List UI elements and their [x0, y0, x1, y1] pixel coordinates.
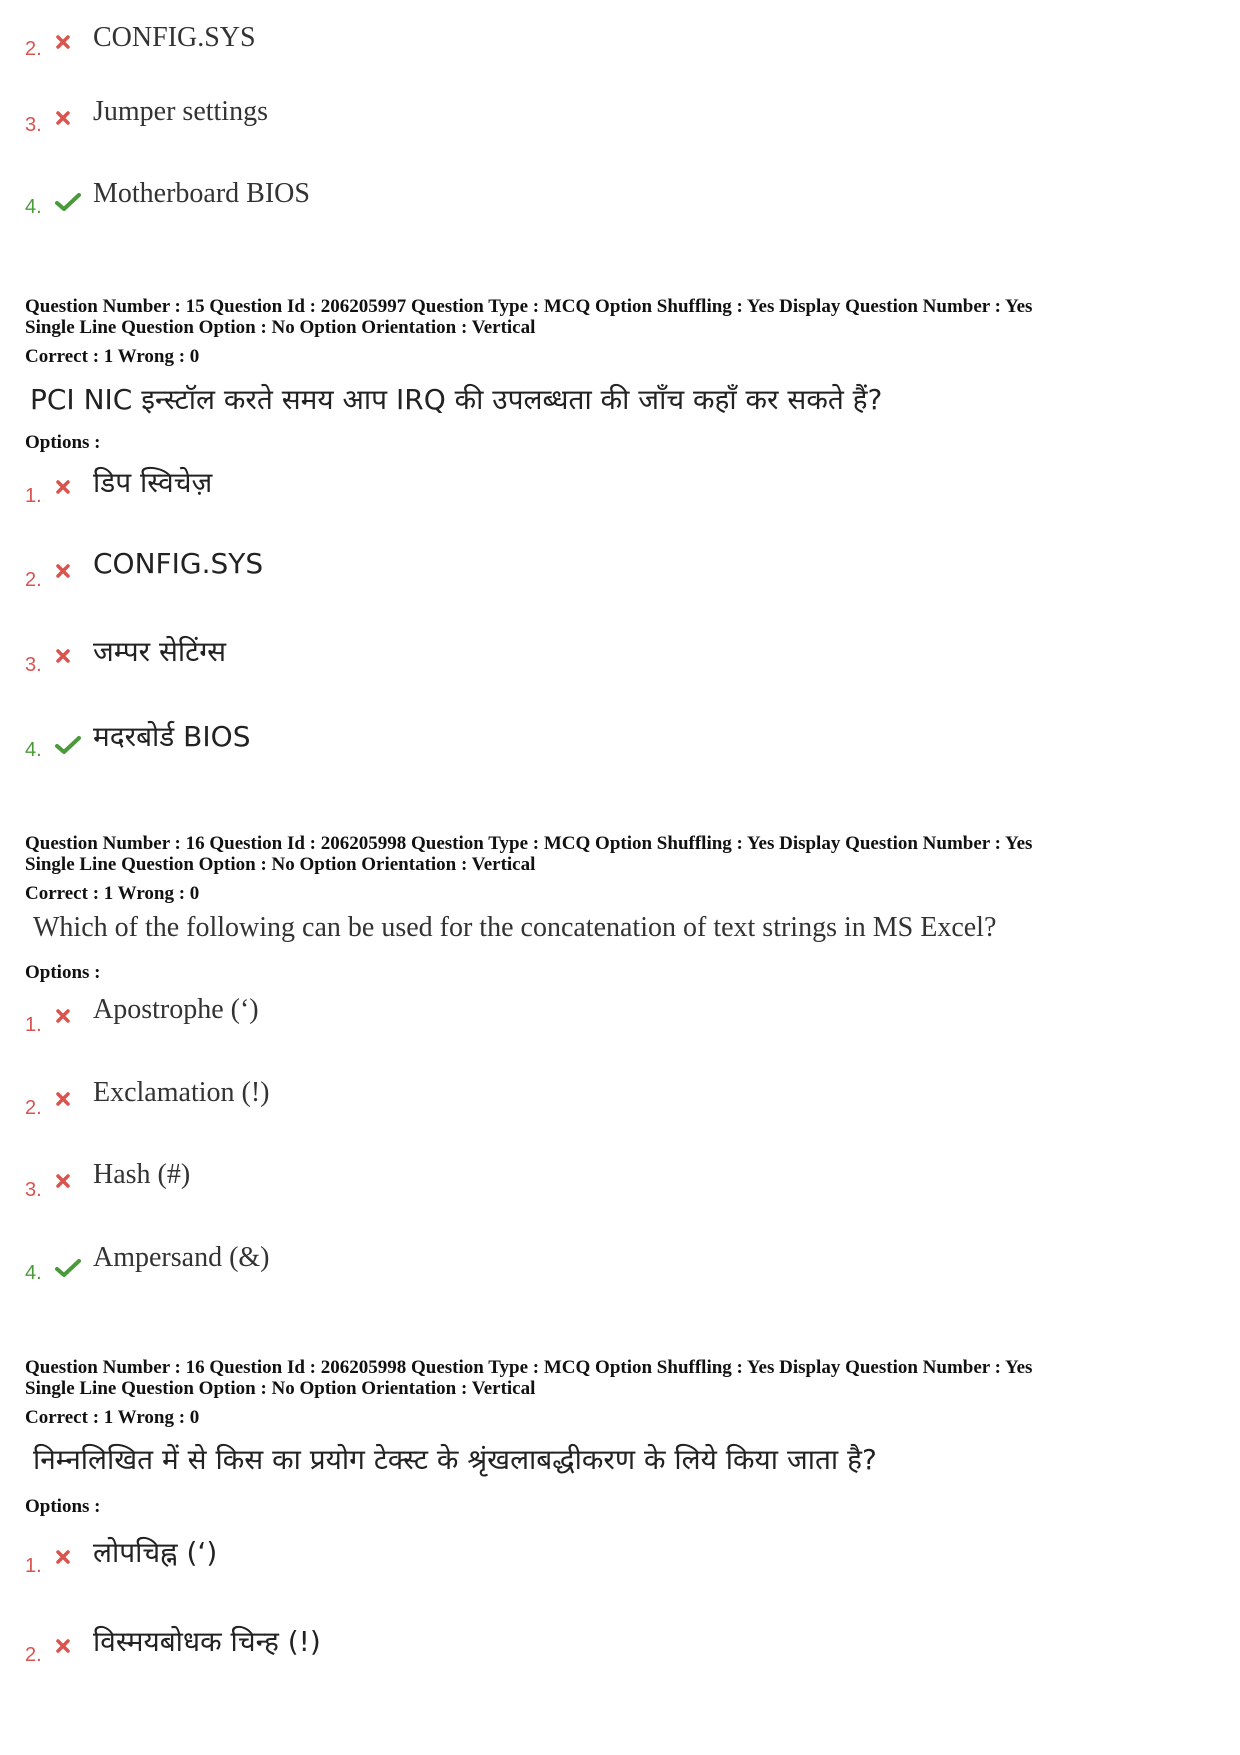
option-text: Jumper settings — [93, 96, 268, 127]
option-text: Ampersand (&) — [93, 1242, 270, 1273]
cross-icon — [55, 34, 71, 55]
marks-line: Correct : 1 Wrong : 0 — [25, 1407, 200, 1428]
option-text: Motherboard BIOS — [93, 178, 310, 209]
cross-icon — [55, 648, 71, 669]
cross-icon — [55, 479, 71, 500]
question-meta — [25, 1357, 1032, 1428]
cross-icon — [55, 1173, 71, 1194]
option-number: 2. — [25, 1644, 42, 1666]
marks-line: Correct : 1 Wrong : 0 — [25, 346, 200, 367]
option-number: 1. — [25, 485, 42, 507]
option-text: जम्पर सेटिंग्स — [93, 635, 227, 668]
option-number: 3. — [25, 114, 42, 136]
marks-line: Correct : 1 Wrong : 0 — [25, 883, 200, 904]
meta-line: Question Number : 16 Question Id : 206205998 Question Type : MCQ Option Shuffling : Yes Display Question Number : Yes — [25, 1357, 1033, 1378]
meta-line: Question Number : 15 Question Id : 206205997 Question Type : MCQ Option Shuffling : Yes Display Question Number : Yes — [25, 296, 1033, 317]
cross-icon — [55, 563, 71, 584]
option-number: 1. — [25, 1014, 42, 1036]
option-number: 2. — [25, 1097, 42, 1119]
option-number: 4. — [25, 196, 42, 218]
check-icon — [55, 192, 81, 217]
meta-line: Single Line Question Option : No Option Orientation : Vertical — [25, 1378, 536, 1399]
option-number: 2. — [25, 569, 42, 591]
question-text: Which of the following can be used for the concatenation of text strings in MS Excel? — [33, 912, 997, 943]
option-text: विस्मयबोधक चिन्ह (!) — [93, 1625, 321, 1658]
option-number: 4. — [25, 739, 42, 761]
option-text: Hash (#) — [93, 1159, 191, 1190]
options-label: Options : — [25, 1496, 101, 1517]
option-text: CONFIG.SYS — [93, 22, 256, 53]
meta-line: Single Line Question Option : No Option Orientation : Vertical — [25, 854, 536, 875]
option-text: Apostrophe (‘) — [93, 994, 259, 1025]
option-text: लोपचिह्न (‘) — [93, 1536, 218, 1569]
cross-icon — [55, 1091, 71, 1112]
meta-line: Single Line Question Option : No Option Orientation : Vertical — [25, 317, 536, 338]
cross-icon — [55, 1008, 71, 1029]
cross-icon — [55, 1638, 71, 1659]
option-number: 4. — [25, 1262, 42, 1284]
question-meta — [25, 296, 1032, 367]
option-text: मदरबोर्ड BIOS — [93, 720, 251, 753]
cross-icon — [55, 1549, 71, 1570]
option-text: Exclamation (!) — [93, 1077, 270, 1108]
option-number: 1. — [25, 1555, 42, 1577]
option-text: डिप स्विचेज़ — [93, 466, 213, 499]
meta-line: Question Number : 16 Question Id : 206205998 Question Type : MCQ Option Shuffling : Yes Display Question Number : Yes — [25, 833, 1033, 854]
question-text: निम्नलिखित में से किस का प्रयोग टेक्स्ट के श्रृंखलाबद्धीकरण के लिये किया जाता है? — [33, 1443, 877, 1476]
option-number: 3. — [25, 654, 42, 676]
cross-icon — [55, 110, 71, 131]
option-text: CONFIG.SYS — [93, 547, 264, 580]
check-icon — [55, 1258, 81, 1283]
options-label: Options : — [25, 432, 101, 453]
question-text: PCI NIC इन्स्टॉल करते समय आप IRQ की उपलब्धता की जाँच कहाँ कर सकते हैं? — [30, 383, 883, 416]
question-meta — [25, 833, 1032, 904]
check-icon — [55, 735, 81, 760]
options-label: Options : — [25, 962, 101, 983]
option-number: 3. — [25, 1179, 42, 1201]
option-number: 2. — [25, 38, 42, 60]
